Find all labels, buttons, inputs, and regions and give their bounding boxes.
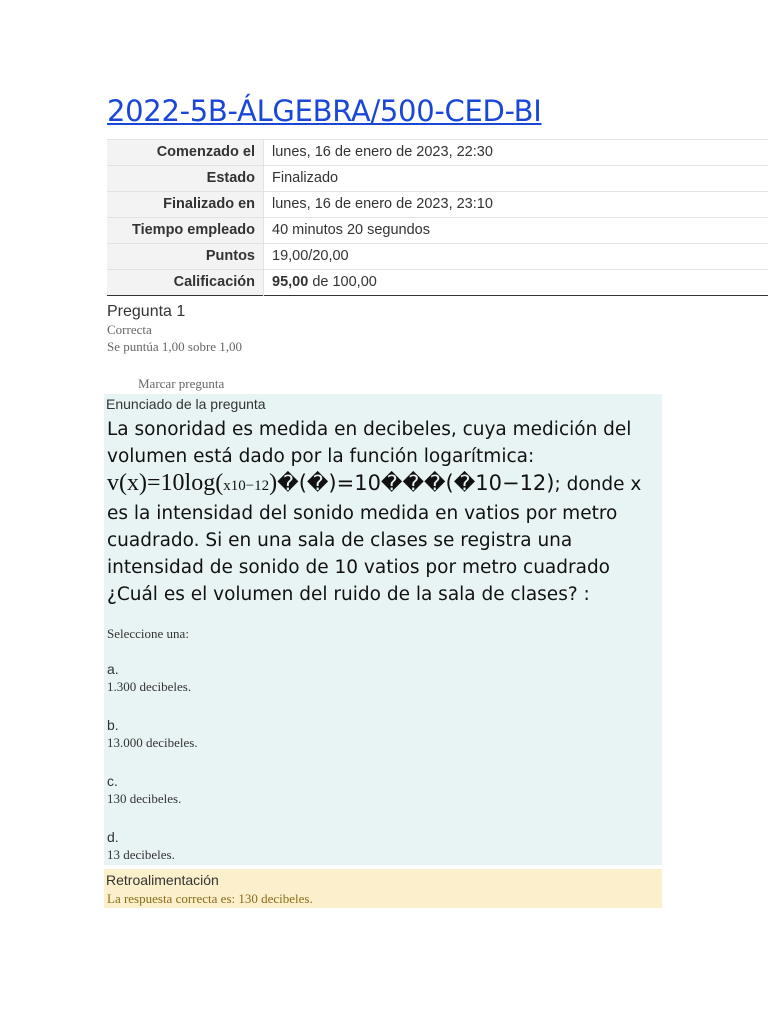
attempt-summary-table: [107, 139, 768, 296]
answer-option-d[interactable]: [107, 828, 175, 864]
question-number: Pregunta 1: [107, 303, 186, 320]
summary-label: Finalizado en: [107, 192, 264, 218]
answer-prompt: Seleccione una:: [107, 626, 189, 641]
option-text: 1.300 decibeles.: [107, 679, 192, 694]
option-text: 13 decibeles.: [107, 847, 175, 862]
answer-option-b[interactable]: [107, 716, 198, 752]
feedback-text: La respuesta correcta es: 130 decibeles.: [107, 891, 313, 906]
question-text-part1: La sonoridad es medida en decibeles, cuya medición del volumen está dado por la función logarítmica:: [107, 419, 632, 467]
option-letter: b.: [107, 717, 119, 733]
summary-label: Calificación: [107, 270, 264, 296]
feedback-heading: Retroalimentación: [106, 872, 219, 888]
summary-label: Estado: [107, 166, 264, 192]
formula: [107, 470, 277, 496]
summary-row-time-taken: [107, 218, 768, 244]
summary-row-state: [107, 166, 768, 192]
summary-label: Comenzado el: [107, 140, 264, 166]
question-state: Correcta: [107, 322, 152, 337]
formula-main: v(x)=10log(: [107, 470, 224, 496]
summary-value: [264, 270, 768, 296]
question-grade: Se puntúa 1,00 sobre 1,00: [107, 339, 243, 354]
question-info: [107, 303, 242, 355]
summary-label: Puntos: [107, 244, 264, 270]
option-letter: a.: [107, 661, 119, 677]
formula-fallback-text: �(�)=10���(�10−12): [277, 471, 555, 495]
summary-row-points: [107, 244, 768, 270]
summary-value: Finalizado: [272, 170, 339, 186]
summary-row-finished: [107, 192, 768, 218]
course-title[interactable]: 2022-5B-ÁLGEBRA/500-CED-BI: [107, 94, 542, 128]
option-letter: d.: [107, 829, 119, 845]
summary-value: lunes, 16 de enero de 2023, 23:10: [272, 196, 493, 212]
formula-close: ): [269, 470, 278, 496]
summary-value: 19,00/20,00: [272, 248, 349, 264]
summary-label: Tiempo empleado: [107, 218, 264, 244]
option-letter: c.: [107, 773, 118, 789]
grade-max: de 100,00: [308, 274, 377, 290]
grade-value: 95,00: [272, 274, 309, 290]
feedback-box: [104, 869, 662, 908]
formula-argument: x10−12: [223, 478, 270, 494]
option-text: 13.000 decibeles.: [107, 735, 198, 750]
question-text: [107, 416, 659, 608]
summary-value: 40 minutos 20 segundos: [272, 222, 430, 238]
question-statement-heading: Enunciado de la pregunta: [106, 396, 266, 412]
summary-row-started: [107, 140, 768, 166]
question-content: [104, 394, 662, 865]
question-text-part2: ; donde x es la intensidad del sonido medida en vatios por metro cuadrado. Si en una sala de clases se registra una intensidad de sonido de 10 vatios por metro cuadrado ¿Cuál es el volumen del ruido de la sala de clases? :: [107, 474, 642, 605]
option-text: 130 decibeles.: [107, 791, 182, 806]
flag-question-link[interactable]: Marcar pregunta: [138, 376, 225, 391]
summary-value: lunes, 16 de enero de 2023, 22:30: [272, 144, 493, 160]
answer-option-a[interactable]: [107, 660, 191, 696]
answer-option-c[interactable]: [107, 772, 181, 808]
summary-row-grade: [107, 270, 768, 296]
